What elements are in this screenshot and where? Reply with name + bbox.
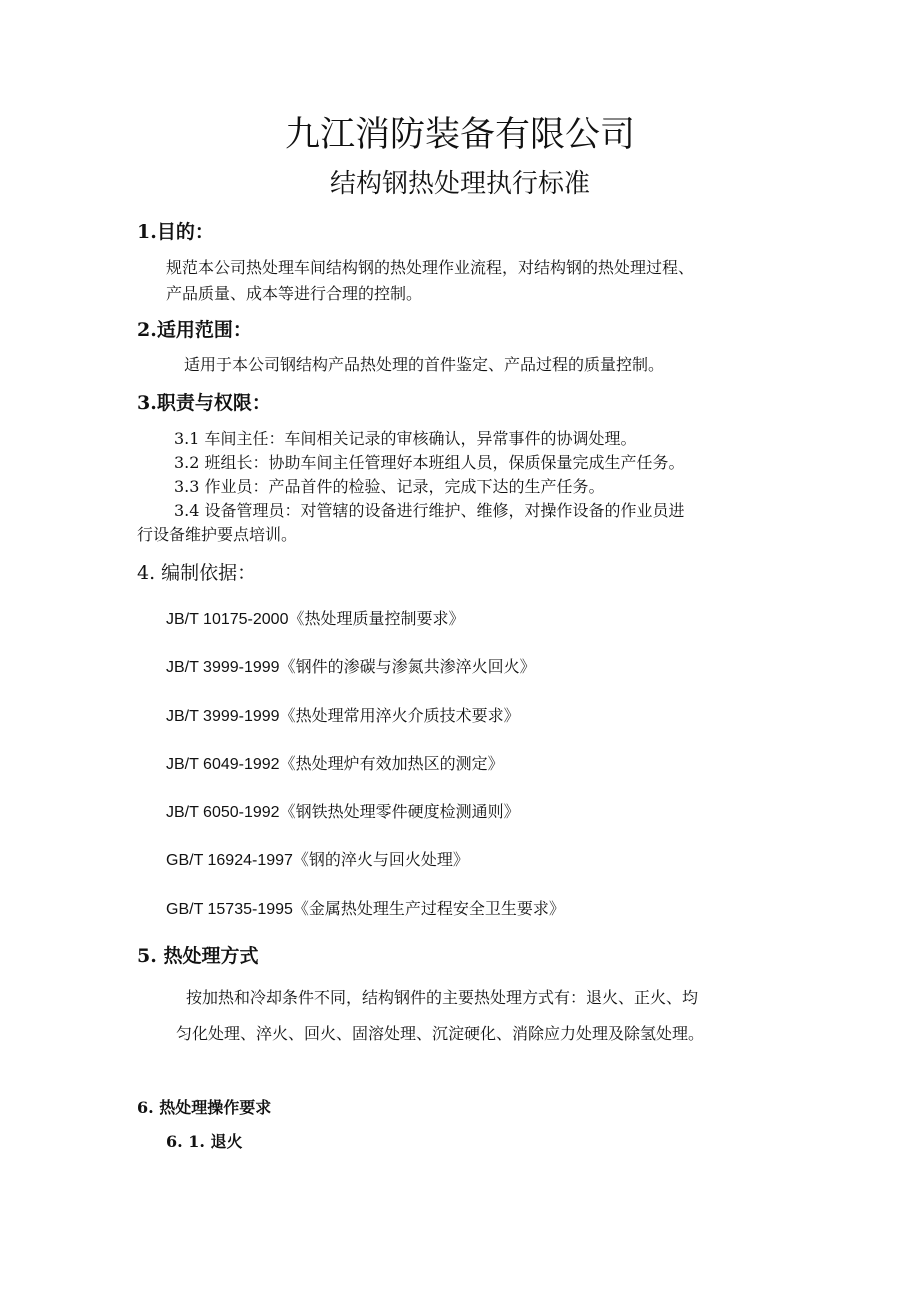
standard-name: 《钢的淬火与回火处理》 <box>292 850 469 869</box>
section-2-heading: 2.适用范围： <box>137 319 252 341</box>
section-3-line-5: 行设备维护要点培训。 <box>137 525 298 544</box>
standard-name: 《金属热处理生产过程安全卫生要求》 <box>292 899 565 918</box>
section-6-1-heading: 6. 1. 退火 <box>166 1132 243 1151</box>
standard-name: 《钢件的渗碳与渗氮共渗淬火回火》 <box>279 657 536 676</box>
section-1-line-2: 产品质量、成本等进行合理的控制。 <box>166 284 423 303</box>
section-3-line-2: 3.2 班组长：协助车间主任管理好本班组人员，保质保量完成生产任务。 <box>174 453 685 472</box>
standard-name: 《热处理炉有效加热区的测定》 <box>279 754 504 773</box>
standard-item <box>166 752 504 777</box>
standard-name: 《热处理质量控制要求》 <box>288 609 465 628</box>
section-5-line-2: 匀化处理、淬火、回火、固溶处理、沉淀硬化、消除应力处理及除氢处理。 <box>176 1024 705 1043</box>
standard-name: 《钢铁热处理零件硬度检测通则》 <box>279 802 520 821</box>
standard-code: JB/T 6049-1992 <box>166 756 280 773</box>
standard-item <box>166 897 565 922</box>
section-5-heading: 5. 热处理方式 <box>137 945 259 967</box>
document-subtitle: 结构钢热处理执行标准 <box>329 169 590 199</box>
standard-item <box>166 800 520 825</box>
standard-code: GB/T 16924-1997 <box>166 852 293 869</box>
company-title: 九江消防装备有限公司 <box>284 115 635 155</box>
standard-item <box>166 704 520 729</box>
section-5-line-1: 按加热和冷却条件不同，结构钢件的主要热处理方式有：退火、正火、均 <box>186 988 699 1007</box>
section-4-heading: 4. 编制依据： <box>137 562 257 584</box>
section-2-text: 适用于本公司钢结构产品热处理的首件鉴定、产品过程的质量控制。 <box>184 355 665 374</box>
standard-code: JB/T 3999-1999 <box>166 659 280 676</box>
standard-item <box>166 655 536 680</box>
standard-code: JB/T 3999-1999 <box>166 708 280 725</box>
section-3-line-4: 3.4 设备管理员：对管辖的设备进行维护、维修，对操作设备的作业员进 <box>174 501 685 520</box>
standard-code: JB/T 10175-2000 <box>166 611 289 628</box>
section-3-line-3: 3.3 作业员：产品首件的检验、记录，完成下达的生产任务。 <box>174 477 605 496</box>
standard-code: JB/T 6050-1992 <box>166 804 280 821</box>
standard-item <box>166 848 469 873</box>
section-1-line-1: 规范本公司热处理车间结构钢的热处理作业流程，对结构钢的热处理过程、 <box>166 258 695 277</box>
section-3-line-1: 3.1 车间主任：车间相关记录的审核确认，异常事件的协调处理。 <box>174 429 637 448</box>
standard-name: 《热处理常用淬火介质技术要求》 <box>279 706 520 725</box>
section-1-heading: 1.目的： <box>137 221 214 243</box>
section-6-heading: 6. 热处理操作要求 <box>137 1098 272 1117</box>
standard-code: GB/T 15735-1995 <box>166 901 293 918</box>
section-3-heading: 3.职责与权限： <box>137 392 271 414</box>
standard-item <box>166 607 464 632</box>
